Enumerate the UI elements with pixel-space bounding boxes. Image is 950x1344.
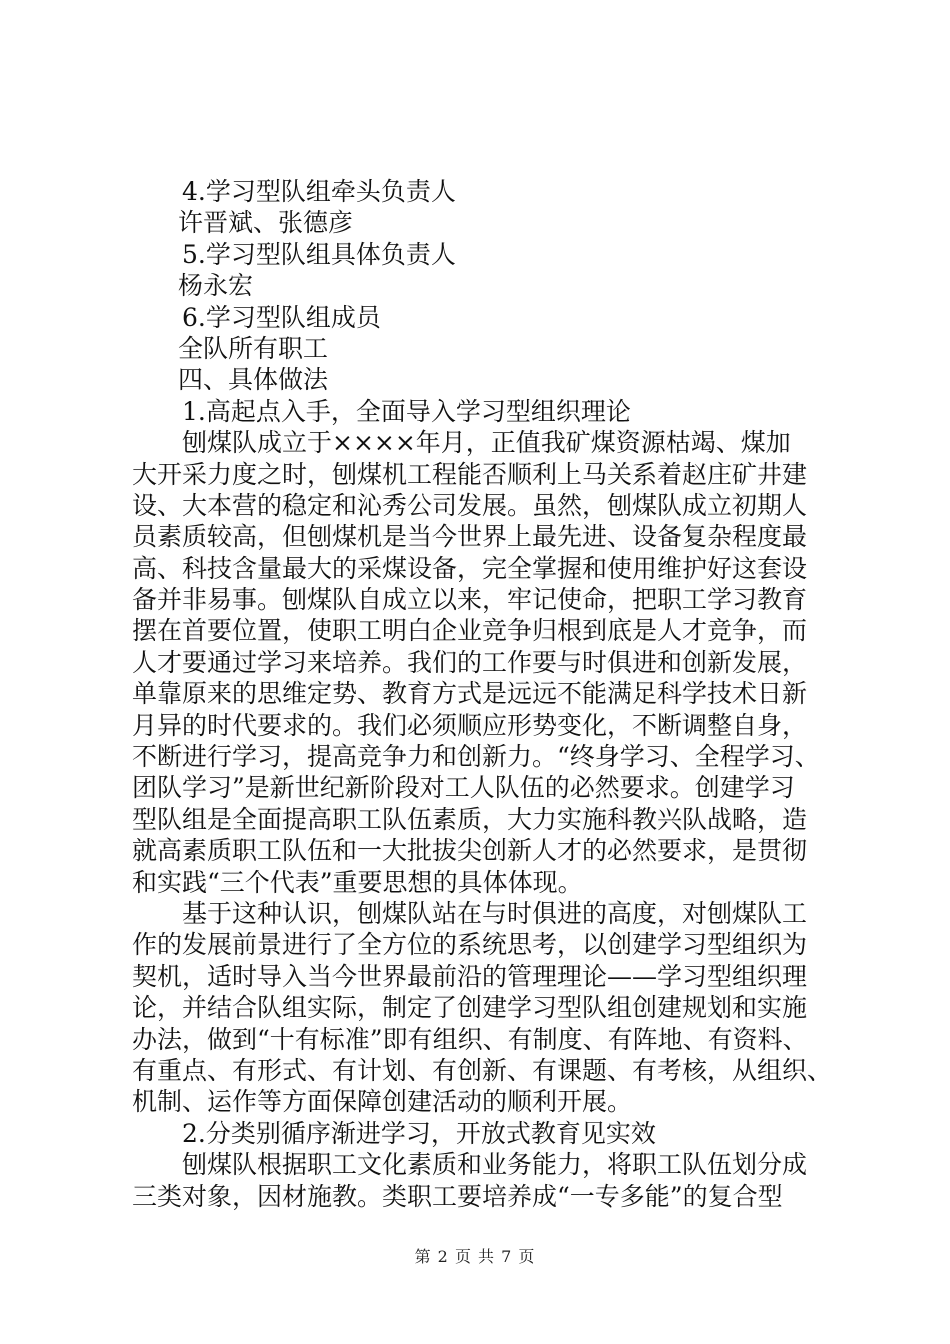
paragraph-first-line: 刨煤队成立于××××年月，正值我矿煤资源枯竭、煤加 [182,428,791,458]
text-line: 全队所有职工 [178,333,329,363]
text-line: 办法，做到“十有标准”即有组织、有制度、有阵地、有资料、 [132,1024,808,1054]
text-line: 有重点、有形式、有计划、有创新、有课题、有考核，从组织、 [132,1055,833,1085]
text-line: 不断进行学习，提高竞争力和创新力。“终身学习、全程学习、 [132,742,820,772]
section-item-heading: 6.学习型队组成员 [182,302,381,332]
section-item-heading: 5.学习型队组具体负责人 [182,239,456,269]
text-line: 机制、运作等方面保障创建活动的顺利开展。 [132,1087,633,1117]
section-item-heading: 2.分类别循序渐进学习，开放式教育见实效 [182,1118,656,1148]
text-line: 论，并结合队组实际，制定了创建学习型队组创建规划和实施 [132,993,808,1023]
text-line: 设、大本营的稳定和沁秀公司发展。虽然，刨煤队成立初期人 [132,490,808,520]
text-line: 员素质较高，但刨煤机是当今世界上最先进、设备复杂程度最 [132,522,808,552]
text-line: 型队组是全面提高职工队伍素质，大力实施科教兴队战略，造 [132,804,808,834]
text-line: 单靠原来的思维定势、教育方式是远远不能满足科学技术日新 [132,679,808,709]
text-line: 许晋斌、张德彦 [178,208,354,238]
text-line: 大开采力度之时，刨煤机工程能否顺利上马关系着赵庄矿井建 [132,459,808,489]
text-line: 三类对象，因材施教。类职工要培养成“一专多能”的复合型 [132,1181,783,1211]
section-item-heading: 4.学习型队组牵头负责人 [182,177,456,206]
text-line: 人才要通过学习来培养。我们的工作要与时俱进和创新发展， [132,647,808,677]
text-line: 就高素质职工队伍和一大批拔尖创新人才的必然要求，是贯彻 [132,836,808,866]
text-line: 高、科技含量最大的采煤设备，完全掌握和使用维护好这套设 [132,553,808,583]
text-line: 团队学习”是新世纪新阶段对工人队伍的必然要求。创建学习 [132,773,795,803]
paragraph-first-line: 刨煤队根据职工文化素质和业务能力，将职工队伍划分成 [182,1150,808,1180]
text-line: 四、具体做法 [178,365,329,395]
paragraph-first-line: 基于这种认识，刨煤队站在与时俱进的高度，对刨煤队工 [182,898,808,928]
page-footer: 第 2 页 共 7 页 [414,1247,536,1266]
section-item-heading: 1.高起点入手，全面导入学习型组织理论 [182,396,631,426]
text-line: 杨永宏 [178,271,254,301]
document-body [132,176,832,1212]
text-line: 契机，适时导入当今世界最前沿的管理理论——学习型组织理 [132,961,808,991]
text-line: 和实践“三个代表”重要思想的具体体现。 [132,867,583,897]
text-line: 月异的时代要求的。我们必须顺应形势变化，不断调整自身， [132,710,808,740]
text-line: 作的发展前景进行了全方位的系统思考，以创建学习型组织为 [132,930,808,960]
text-line: 备并非易事。刨煤队自成立以来，牢记使命，把职工学习教育 [132,585,808,615]
text-line: 摆在首要位置，使职工明白企业竞争归根到底是人才竞争，而 [132,616,808,646]
